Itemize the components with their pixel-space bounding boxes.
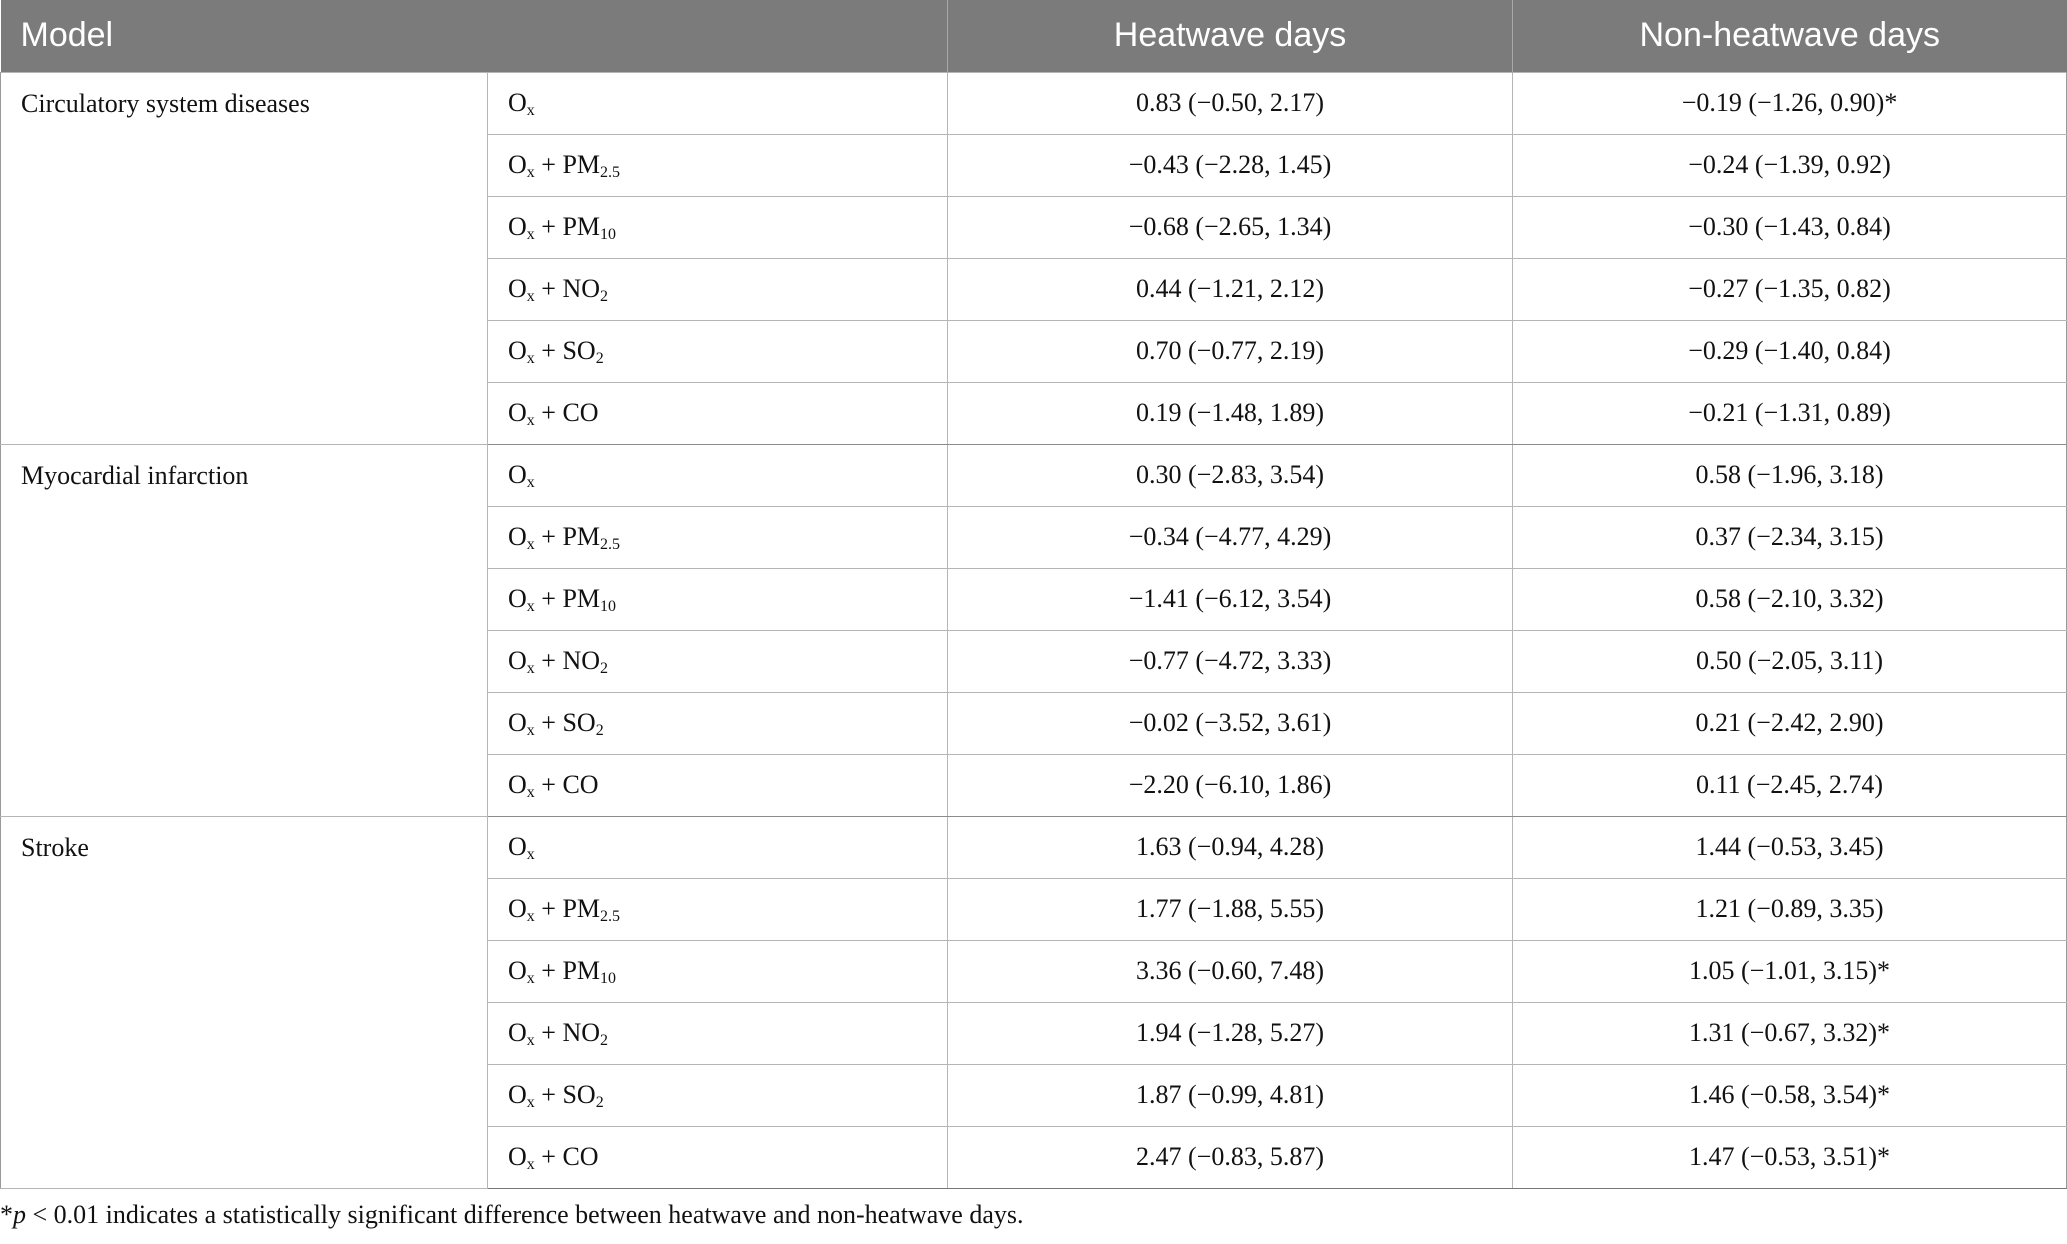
model-term: $PM_{10}$ [562,212,617,243]
model-cell: $O_x$ + CO [488,754,948,816]
non-heatwave-value: 0.21 (−2.42, 2.90) [1513,692,2067,754]
heatwave-value: 1.94 (−1.28, 5.27) [948,1002,1513,1064]
heatwave-value: −0.43 (−2.28, 1.45) [948,134,1513,196]
model-term: $SO_2$ [562,1080,604,1111]
model-cell: $O_x + SO_2$ [488,1064,948,1126]
model-term: $O_x$ [508,646,535,677]
non-heatwave-value: 0.58 (−1.96, 3.18) [1513,444,2067,506]
table-row [1,816,2067,878]
heatwave-value: 0.30 (−2.83, 3.54) [948,444,1513,506]
heatwave-value: 0.44 (−1.21, 2.12) [948,258,1513,320]
model-cell: $O_x + PM_{2.5}$ [488,506,948,568]
model-term: $O_x$ [508,398,535,429]
non-heatwave-value: 0.50 (−2.05, 3.11) [1513,630,2067,692]
header-non-heatwave-days: Non-heatwave days [1513,0,2067,72]
heatwave-value: 1.63 (−0.94, 4.28) [948,816,1513,878]
model-term: $PM_{2.5}$ [562,150,621,181]
model-cell [488,816,948,878]
model-term: $O_x$ [508,88,535,119]
model-term: $PM_{10}$ [562,584,617,615]
model-cell: $O_x + PM_{10}$ [488,196,948,258]
model-term: $O_x$ [508,460,535,491]
group-label: Stroke [1,816,488,1188]
model-term: $O_x$ [508,1018,535,1049]
model-term: $PM_{2.5}$ [562,522,621,553]
heatwave-value: 1.77 (−1.88, 5.55) [948,878,1513,940]
heatwave-value: −0.34 (−4.77, 4.29) [948,506,1513,568]
non-heatwave-value: 1.46 (−0.58, 3.54)* [1513,1064,2067,1126]
non-heatwave-value: 0.11 (−2.45, 2.74) [1513,754,2067,816]
model-term: CO [562,770,599,799]
model-term: $O_x$ [508,770,535,801]
model-term: CO [562,398,599,427]
footnote [0,1200,1023,1230]
heatwave-value: 0.70 (−0.77, 2.19) [948,320,1513,382]
model-term: $O_x$ [508,274,535,305]
model-term: $NO_2$ [562,274,609,305]
model-term: $O_x$ [508,894,535,925]
heatwave-value: −0.77 (−4.72, 3.33) [948,630,1513,692]
heatwave-value: −1.41 (−6.12, 3.54) [948,568,1513,630]
non-heatwave-value: −0.21 (−1.31, 0.89) [1513,382,2067,444]
model-cell: $O_x + NO_2$ [488,258,948,320]
heatwave-value: 1.87 (−0.99, 4.81) [948,1064,1513,1126]
footnote-mark: * [0,1200,13,1229]
non-heatwave-value: 0.37 (−2.34, 3.15) [1513,506,2067,568]
model-term: $O_x$ [508,212,535,243]
model-term: $PM_{2.5}$ [562,894,621,925]
model-term: $PM_{10}$ [562,956,617,987]
table-row [1,444,2067,506]
model-term: $SO_2$ [562,708,604,739]
heatwave-value: −2.20 (−6.10, 1.86) [948,754,1513,816]
heatwave-value: 3.36 (−0.60, 7.48) [948,940,1513,1002]
model-term: $O_x$ [508,1142,535,1173]
table-row [1,72,2067,134]
model-term: $NO_2$ [562,646,609,677]
model-cell [488,444,948,506]
table-header-row [1,0,2067,72]
model-cell: $O_x + NO_2$ [488,630,948,692]
non-heatwave-value: 1.31 (−0.67, 3.32)* [1513,1002,2067,1064]
model-term: $O_x$ [508,708,535,739]
heatwave-value: 0.83 (−0.50, 2.17) [948,72,1513,134]
heatwave-value: 2.47 (−0.83, 5.87) [948,1126,1513,1188]
model-term: CO [562,1142,599,1171]
model-cell: $O_x + NO_2$ [488,1002,948,1064]
header-heatwave-days: Heatwave days [948,0,1513,72]
footnote-p: p [13,1200,26,1229]
non-heatwave-value: −0.29 (−1.40, 0.84) [1513,320,2067,382]
model-term: $O_x$ [508,956,535,987]
model-cell: $O_x + SO_2$ [488,320,948,382]
non-heatwave-value: −0.24 (−1.39, 0.92) [1513,134,2067,196]
non-heatwave-value: 1.47 (−0.53, 3.51)* [1513,1126,2067,1188]
model-term: $O_x$ [508,1080,535,1111]
non-heatwave-value: 1.44 (−0.53, 3.45) [1513,816,2067,878]
model-term: $SO_2$ [562,336,604,367]
model-cell: $O_x$ + CO [488,1126,948,1188]
model-cell: $O_x + PM_{2.5}$ [488,878,948,940]
model-cell: $O_x$ + CO [488,382,948,444]
footnote-text: < 0.01 indicates a statistically significant difference between heatwave and non-heatwave days. [26,1200,1024,1229]
model-term: $O_x$ [508,150,535,181]
model-term: $NO_2$ [562,1018,609,1049]
model-cell: $O_x + PM_{2.5}$ [488,134,948,196]
model-cell: $O_x + SO_2$ [488,692,948,754]
model-term: $O_x$ [508,336,535,367]
model-term: $O_x$ [508,584,535,615]
group-label: Circulatory system diseases [1,72,488,444]
non-heatwave-value: 1.21 (−0.89, 3.35) [1513,878,2067,940]
heatwave-value: −0.02 (−3.52, 3.61) [948,692,1513,754]
header-model: Model [20,16,114,55]
model-cell: $O_x + PM_{10}$ [488,940,948,1002]
table-body [1,72,2067,1188]
model-term: $O_x$ [508,832,535,863]
non-heatwave-value: 0.58 (−2.10, 3.32) [1513,568,2067,630]
model-cell: $O_x + PM_{10}$ [488,568,948,630]
group-label: Myocardial infarction [1,444,488,816]
heatwave-value: −0.68 (−2.65, 1.34) [948,196,1513,258]
non-heatwave-value: −0.27 (−1.35, 0.82) [1513,258,2067,320]
non-heatwave-value: −0.19 (−1.26, 0.90)* [1513,72,2067,134]
non-heatwave-value: −0.30 (−1.43, 0.84) [1513,196,2067,258]
heatwave-value: 0.19 (−1.48, 1.89) [948,382,1513,444]
model-cell [488,72,948,134]
non-heatwave-value: 1.05 (−1.01, 3.15)* [1513,940,2067,1002]
model-term: $O_x$ [508,522,535,553]
